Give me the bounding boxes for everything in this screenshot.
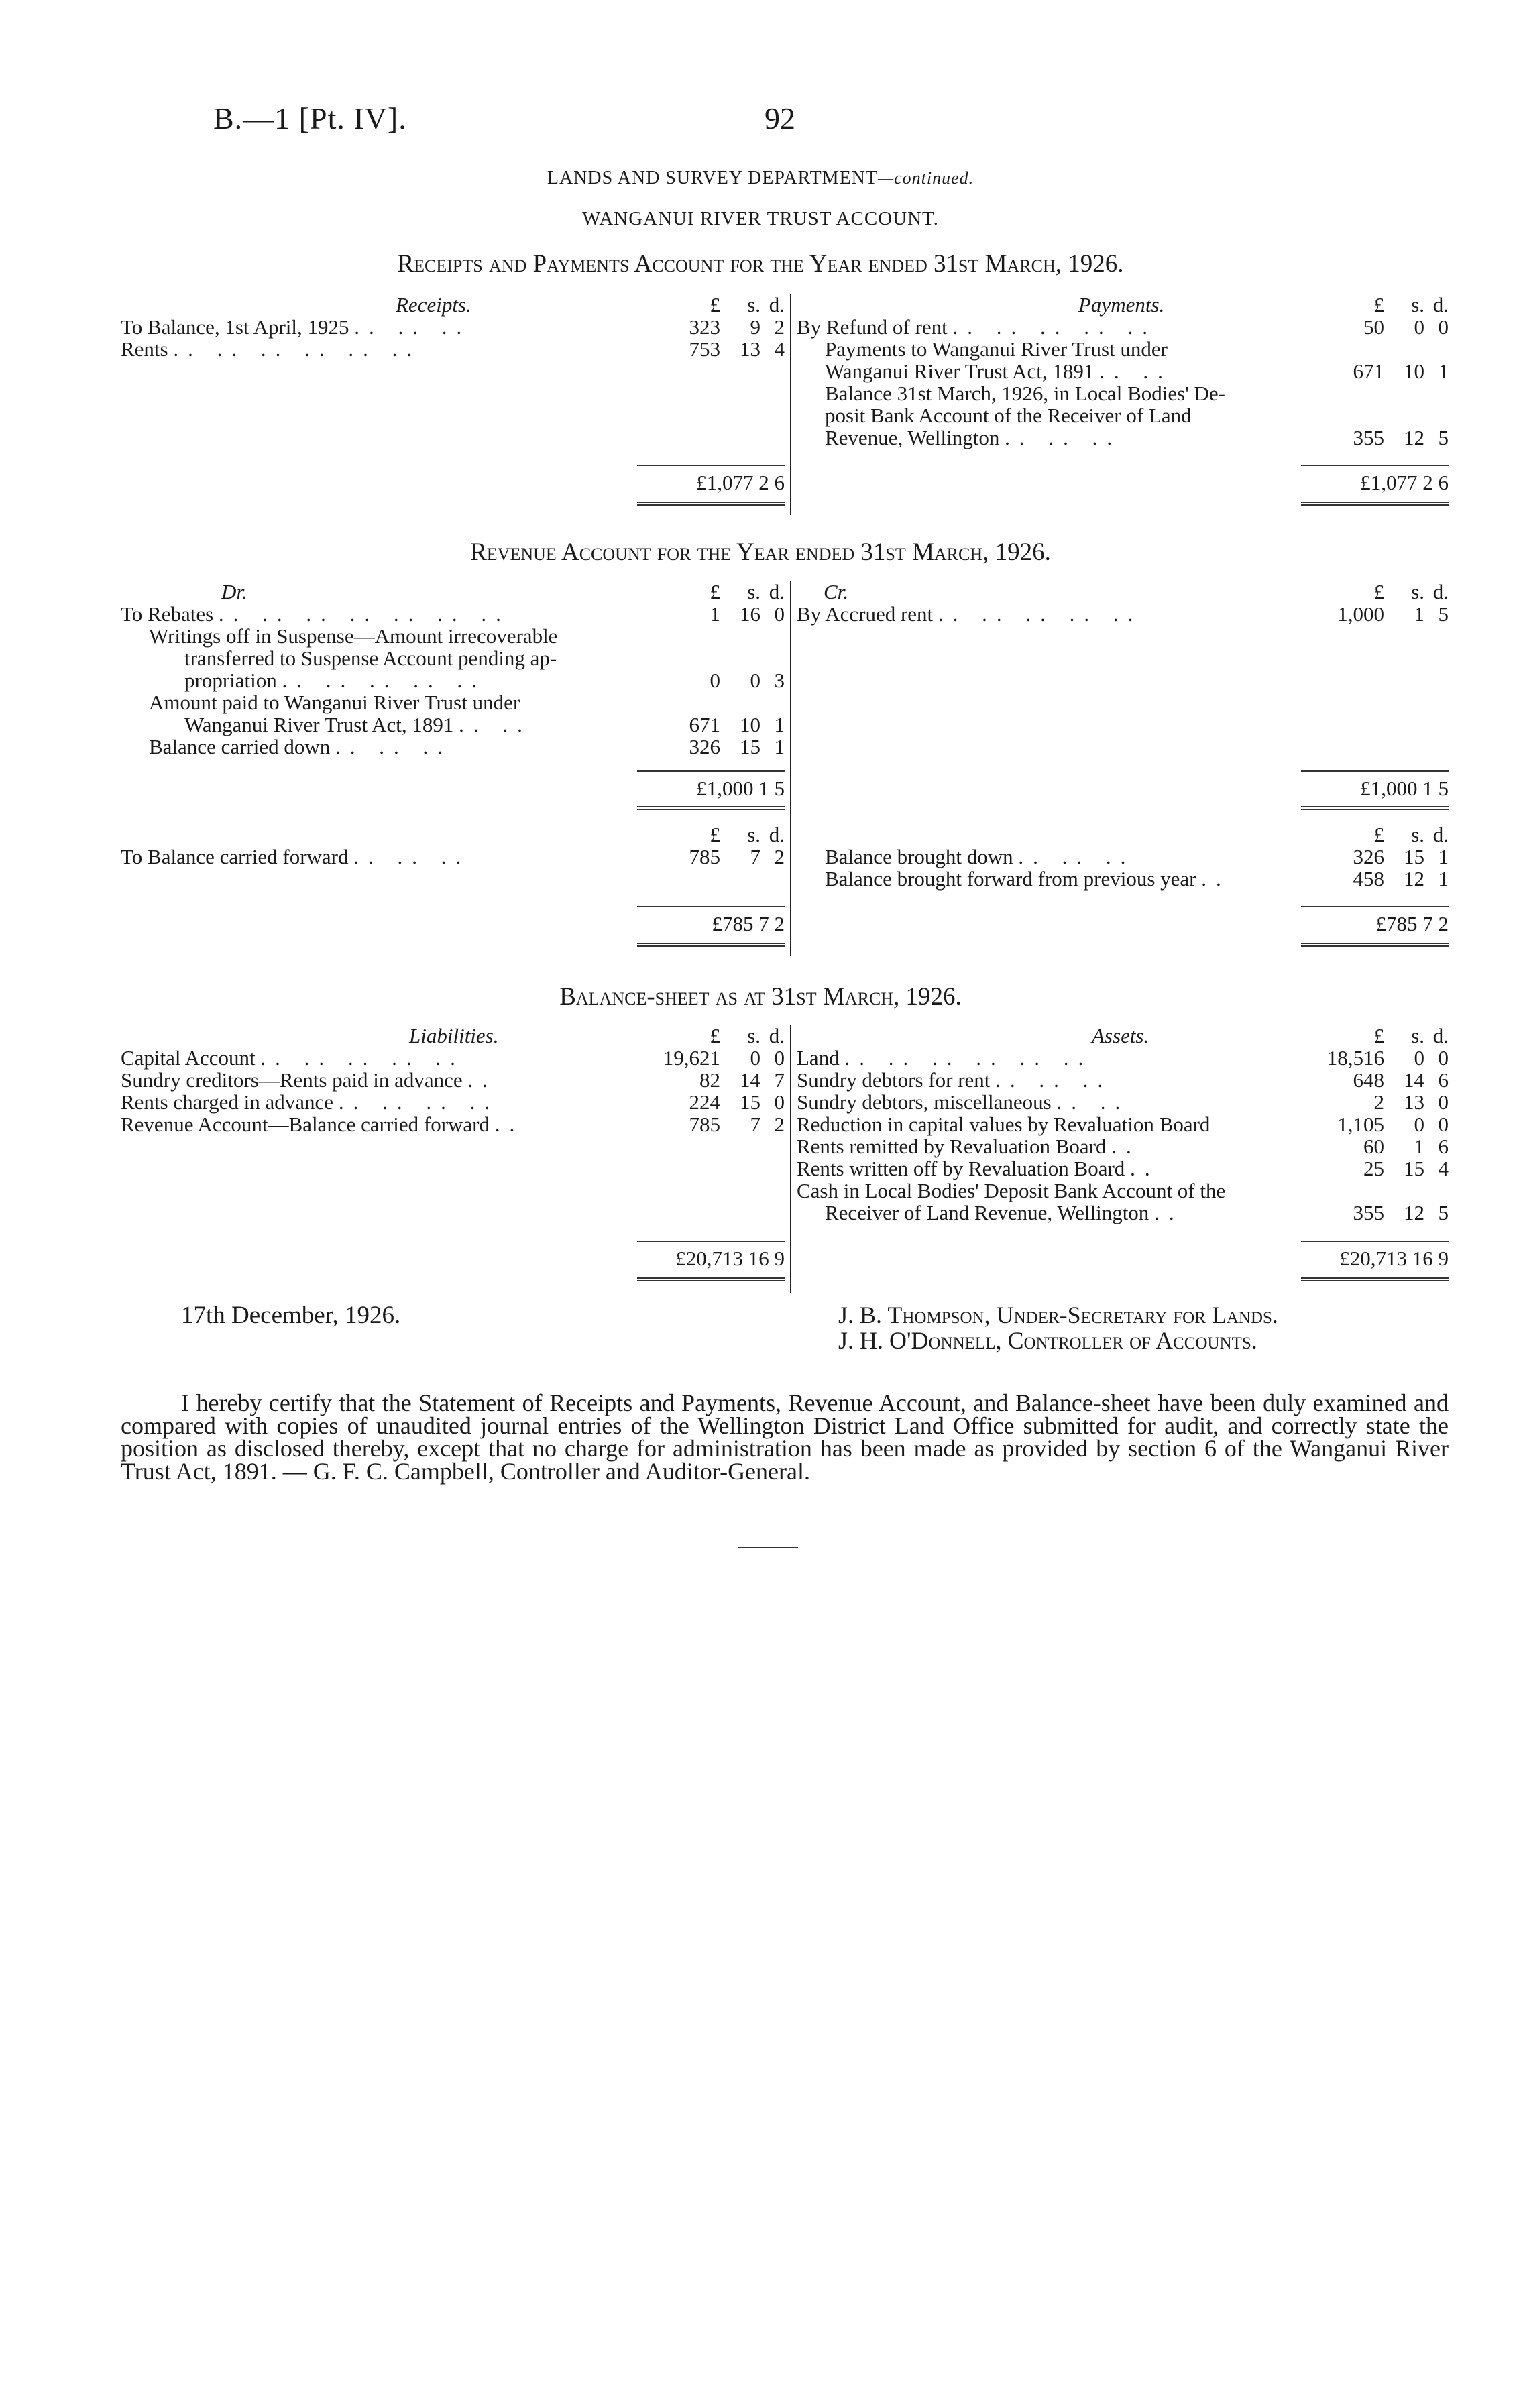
line-description: Wanganui River Trust Act, 1891 .. .. (825, 359, 1172, 383)
statement-date: 17th December, 1926. (181, 1302, 401, 1329)
statement-line (121, 316, 785, 338)
line-description: Revenue Account—Balance carried forward .. (121, 1112, 524, 1136)
dot-leader: .. .. .. .. .. (260, 1046, 465, 1070)
pence-value: 6 (1438, 1135, 1449, 1158)
line-amount (1301, 382, 1449, 404)
liabilities-caption: Liabilities. (409, 1024, 499, 1047)
liabilities-side (121, 1024, 785, 1270)
receipts-header (121, 294, 785, 316)
shillings-header: s. (747, 1024, 760, 1047)
currency-header-row (797, 823, 1449, 846)
line-amount (1301, 603, 1449, 625)
pence-header: d. (1432, 580, 1449, 604)
pence-value: 1 (774, 735, 785, 758)
dot-leader: .. .. .. .. .. .. (173, 337, 422, 361)
pence-value: 2 (774, 1112, 785, 1136)
pounds-header: £ (1373, 1024, 1384, 1047)
pounds-value: 1,000 (1337, 602, 1384, 626)
dot-leader: .. (467, 1068, 497, 1092)
line-amount (1301, 316, 1449, 338)
line-description: By Refund of rent .. .. .. .. .. (797, 315, 1157, 339)
dot-leader: .. .. .. .. .. .. (844, 1046, 1093, 1070)
statement-line (121, 1069, 785, 1091)
pounds-value: 19,621 (663, 1046, 720, 1070)
pounds-value: 671 (1353, 359, 1384, 383)
line-amount (637, 1091, 785, 1113)
line-description: Revenue, Wellington .. .. .. (825, 426, 1122, 449)
statement-line (797, 316, 1449, 338)
line-description: Capital Account .. .. .. .. .. (121, 1046, 465, 1070)
shillings-value: 12 (1404, 867, 1424, 891)
receipts-rows (121, 316, 785, 360)
credit-rows (797, 603, 1449, 625)
shillings-value: 13 (1404, 1090, 1424, 1114)
statement-line (121, 736, 785, 758)
line-description: Rents charged in advance .. .. .. .. (121, 1090, 500, 1114)
line-description: Balance brought down .. .. .. (825, 845, 1135, 868)
line-amount (637, 1047, 785, 1069)
line-amount (1301, 868, 1449, 890)
statement-line (797, 382, 1449, 404)
pounds-header: £ (710, 1024, 720, 1047)
signature-controller: J. H. O'Donnell, Controller of Accounts. (838, 1327, 1257, 1354)
line-amount (1301, 1202, 1449, 1224)
shillings-value: 7 (750, 845, 760, 868)
currency-header-row (121, 823, 785, 846)
pence-value: 3 (774, 669, 785, 692)
statement-line (797, 868, 1449, 890)
shillings-value: 0 (1414, 1112, 1424, 1136)
credit-caption: Cr. (824, 580, 849, 604)
line-amount (1301, 1135, 1449, 1157)
currency-header (637, 823, 785, 846)
statement-line (797, 603, 1449, 625)
shillings-header: s. (1411, 293, 1424, 317)
debit-side (121, 580, 785, 935)
line-description: Reduction in capital values by Revaluation Board (797, 1112, 1210, 1136)
total-rule (1301, 465, 1449, 466)
statement-line (121, 1113, 785, 1135)
revenue-account-statement (121, 581, 1449, 956)
statement-line (797, 1113, 1449, 1135)
pence-value: 2 (774, 845, 785, 868)
total-rule (637, 906, 785, 907)
shillings-header: s. (1411, 1024, 1424, 1047)
line-description: Rents written off by Revaluation Board .. (797, 1157, 1160, 1180)
line-description: Land .. .. .. .. .. .. (797, 1046, 1093, 1070)
total-rule (1301, 770, 1449, 772)
shillings-header: s. (747, 580, 760, 604)
pence-header: d. (769, 580, 785, 604)
statement-line (121, 603, 785, 625)
receipts-payments-title: Receipts and Payments Account for the Year ended 31st March, 1926. (397, 250, 1124, 278)
payments-rows (797, 316, 1449, 449)
audit-certificate: I hereby certify that the Statement of Receipts and Payments, Revenue Account, and Balance-sheet have been duly examined and compared with copies of unaudited journal entries of the Wellington District Land Office submitted for audit, and correctly state the position as disclosed thereby, except that no charge for administration has been made as provided by section 6 of the Wanganui River Trust Act, 1891. — G. F. C. Campbell, Controller and Auditor-General. (121, 1389, 1449, 1485)
dot-leader: .. .. .. (1018, 845, 1135, 868)
assets-rows (797, 1047, 1449, 1224)
statement-line (797, 404, 1449, 426)
debit-rows (121, 603, 785, 758)
pence-header: d. (769, 823, 785, 846)
pounds-header: £ (710, 823, 720, 846)
line-description: transferred to Suspense Account pending ap- (184, 646, 557, 670)
statement-line (121, 1091, 785, 1113)
receipts-caption: Receipts. (396, 293, 471, 317)
pence-value: 0 (1438, 1090, 1449, 1114)
pence-value: 0 (1438, 1112, 1449, 1136)
pounds-value: 1,105 (1337, 1112, 1384, 1136)
pounds-value: 1 (710, 602, 720, 626)
pounds-value: 25 (1363, 1157, 1384, 1180)
credit-total-2-value: £785 7 2 (1375, 912, 1449, 935)
pence-value: 2 (774, 315, 785, 339)
dot-leader: .. .. (1099, 359, 1172, 383)
line-description: To Rebates .. .. .. .. .. .. .. (121, 602, 510, 626)
statement-line (797, 338, 1449, 360)
shillings-header: s. (747, 823, 760, 846)
credit-brought-rows (797, 846, 1449, 890)
column-divider (790, 581, 791, 956)
pence-header: d. (1432, 1024, 1449, 1047)
line-description: To Balance carried forward .. .. .. (121, 845, 471, 868)
line-amount (637, 846, 785, 868)
line-amount (1301, 426, 1449, 449)
payments-side (797, 293, 1449, 494)
statement-line (797, 1180, 1449, 1202)
pence-header: d. (769, 293, 785, 317)
pence-value: 6 (1438, 1068, 1449, 1092)
total-rule (637, 1241, 785, 1242)
page-number: 92 (765, 101, 795, 135)
pence-value: 4 (774, 337, 785, 361)
line-description: Sundry debtors for rent .. .. .. (797, 1068, 1113, 1092)
dot-leader: .. .. .. (353, 845, 471, 868)
payments-caption: Payments. (1078, 293, 1165, 317)
credit-header (797, 581, 1449, 603)
shillings-value: 10 (740, 713, 760, 736)
pence-value: 4 (1438, 1157, 1449, 1180)
line-description: To Balance, 1st April, 1925 .. .. .. (121, 315, 471, 339)
pounds-header: £ (710, 293, 720, 317)
account-title: WANGANUI RIVER TRUST ACCOUNT. (582, 208, 939, 229)
assets-header (797, 1025, 1449, 1047)
shillings-value: 1 (1414, 1135, 1424, 1158)
line-description: Balance brought forward from previous year .. (825, 867, 1231, 891)
line-amount (1301, 360, 1449, 382)
pounds-value: 0 (710, 669, 720, 692)
currency-header (637, 1025, 785, 1047)
pounds-value: 2 (1373, 1090, 1384, 1114)
pounds-value: 458 (1353, 867, 1384, 891)
payments-header (797, 294, 1449, 316)
line-amount (637, 1113, 785, 1135)
line-amount (1301, 846, 1449, 868)
shillings-header: s. (747, 293, 760, 317)
currency-header (1301, 581, 1449, 603)
statement-line (121, 338, 785, 360)
revenue-account-title: Revenue Account for the Year ended 31st March, 1926. (470, 538, 1051, 566)
pence-value: 0 (774, 602, 785, 626)
statement-line (797, 1157, 1449, 1180)
assets-caption: Assets. (1092, 1024, 1149, 1047)
pounds-value: 753 (689, 337, 720, 361)
double-rule (637, 943, 785, 947)
dot-leader: .. (1111, 1135, 1141, 1158)
line-amount (637, 647, 785, 669)
line-amount (1301, 338, 1449, 360)
pounds-value: 323 (689, 315, 720, 339)
statement-line (797, 1091, 1449, 1113)
double-rule (1301, 1277, 1449, 1281)
dot-leader: .. .. (459, 713, 532, 736)
shillings-value: 12 (1404, 426, 1424, 449)
pence-value: 0 (1438, 1046, 1449, 1070)
assets-total-value: £20,713 16 9 (1339, 1247, 1449, 1270)
shillings-value: 14 (740, 1068, 760, 1092)
dot-leader: .. (1201, 867, 1231, 891)
total-rule (1301, 1241, 1449, 1242)
dot-leader: .. .. .. .. (338, 1090, 500, 1114)
pence-value: 0 (1438, 315, 1449, 339)
statement-line (797, 360, 1449, 382)
pounds-value: 224 (689, 1090, 720, 1114)
shillings-value: 0 (1414, 1046, 1424, 1070)
line-amount (637, 713, 785, 736)
dot-leader: .. .. .. (995, 1068, 1113, 1092)
pence-header: d. (1432, 293, 1449, 317)
shillings-value: 12 (1404, 1201, 1424, 1224)
total-rule (1301, 906, 1449, 907)
double-rule (1301, 943, 1449, 947)
shillings-value: 15 (740, 735, 760, 758)
shillings-value: 9 (750, 315, 760, 339)
pounds-value: 326 (1353, 845, 1384, 868)
statement-line (797, 426, 1449, 449)
shillings-header: s. (1411, 823, 1424, 846)
line-amount (1301, 1047, 1449, 1069)
pence-header: d. (769, 1024, 785, 1047)
signature-under-secretary: J. B. Thompson, Under-Secretary for Lands. (838, 1302, 1278, 1328)
shillings-value: 10 (1404, 359, 1424, 383)
dot-leader: .. .. .. (354, 315, 471, 339)
line-description: Writings off in Suspense—Amount irrecoverable (149, 624, 558, 648)
dot-leader: .. (494, 1112, 524, 1136)
line-amount (637, 691, 785, 713)
shillings-value: 1 (1414, 602, 1424, 626)
pence-value: 5 (1438, 602, 1449, 626)
currency-header (1301, 823, 1449, 846)
pence-value: 0 (774, 1046, 785, 1070)
line-description: Sundry debtors, miscellaneous .. .. (797, 1090, 1130, 1114)
receipts-total-value: £1,077 2 6 (696, 471, 785, 494)
statement-line (797, 1202, 1449, 1224)
statement-line (121, 1047, 785, 1069)
statement-line (121, 846, 785, 868)
pounds-value: 326 (689, 735, 720, 758)
double-rule (637, 1277, 785, 1281)
pence-value: 5 (1438, 426, 1449, 449)
debit-caption: Dr. (221, 580, 247, 604)
balance-sheet-statement (121, 1025, 1449, 1293)
shillings-value: 14 (1404, 1068, 1424, 1092)
pounds-value: 355 (1353, 426, 1384, 449)
currency-header (1301, 1025, 1449, 1047)
debit-header (121, 581, 785, 603)
pounds-value: 82 (699, 1068, 720, 1092)
double-rule (1301, 806, 1449, 810)
department-name: LANDS AND SURVEY DEPARTMENT (547, 168, 878, 188)
department-continued: —continued. (878, 168, 974, 188)
credit-side (797, 580, 1449, 935)
line-description: Balance 31st March, 1926, in Local Bodies' De- (825, 382, 1226, 405)
statement-line (121, 625, 785, 647)
pounds-value: 785 (689, 845, 720, 868)
line-amount (1301, 1157, 1449, 1180)
shillings-value: 0 (750, 1046, 760, 1070)
pounds-value: 18,516 (1327, 1046, 1384, 1070)
line-description: Rents .. .. .. .. .. .. (121, 337, 422, 361)
pence-value: 1 (774, 713, 785, 736)
line-description: propriation .. .. .. .. .. (184, 669, 486, 692)
line-description: Rents remitted by Revaluation Board .. (797, 1135, 1141, 1158)
line-description: By Accrued rent .. .. .. .. .. (797, 602, 1143, 626)
line-amount (637, 625, 785, 647)
statement-line (797, 1047, 1449, 1069)
assets-side (797, 1024, 1449, 1270)
pounds-header: £ (1373, 580, 1384, 604)
shillings-header: s. (1411, 580, 1424, 604)
end-rule (738, 1547, 798, 1548)
dot-leader: .. .. .. (335, 735, 453, 758)
line-amount (637, 316, 785, 338)
pence-value: 1 (1438, 359, 1449, 383)
pence-value: 1 (1438, 867, 1449, 891)
shillings-value: 13 (740, 337, 760, 361)
liabilities-header (121, 1025, 785, 1047)
currency-header (637, 581, 785, 603)
line-description: Cash in Local Bodies' Deposit Bank Account of the (797, 1179, 1226, 1202)
line-description: Receiver of Land Revenue, Wellington .. (825, 1201, 1184, 1224)
dot-leader: .. (1154, 1201, 1184, 1224)
line-amount (1301, 1091, 1449, 1113)
line-description: posit Bank Account of the Receiver of Land (825, 404, 1192, 427)
currency-header (637, 294, 785, 316)
currency-header (1301, 294, 1449, 316)
pounds-value: 671 (689, 713, 720, 736)
double-rule (1301, 502, 1449, 506)
dot-leader: .. (1130, 1157, 1160, 1180)
debit-total-2-value: £785 7 2 (712, 912, 785, 935)
receipts-payments-statement (121, 294, 1449, 515)
debit-carried-section (121, 823, 785, 868)
dot-leader: .. .. .. .. .. .. .. (218, 602, 510, 626)
line-description: Amount paid to Wanganui River Trust under (149, 691, 520, 714)
double-rule (637, 502, 785, 506)
pence-value: 1 (1438, 845, 1449, 868)
shillings-value: 0 (750, 669, 760, 692)
dot-leader: .. .. .. .. .. (952, 315, 1157, 339)
pounds-header: £ (1373, 293, 1384, 317)
line-description: Sundry creditors—Rents paid in advance .. (121, 1068, 497, 1092)
line-amount (637, 603, 785, 625)
statement-line (121, 713, 785, 736)
line-amount (637, 736, 785, 758)
total-rule (637, 770, 785, 772)
shillings-value: 7 (750, 1112, 760, 1136)
pence-value: 0 (774, 1090, 785, 1114)
pence-value: 7 (774, 1068, 785, 1092)
line-amount (1301, 1069, 1449, 1091)
liabilities-total-value: £20,713 16 9 (675, 1247, 785, 1270)
line-amount (637, 669, 785, 691)
statement-line (797, 846, 1449, 868)
statement-line (121, 691, 785, 713)
liabilities-rows (121, 1047, 785, 1135)
line-description: Wanganui River Trust Act, 1891 .. .. (184, 713, 532, 736)
pounds-value: 355 (1353, 1201, 1384, 1224)
shillings-value: 0 (1414, 315, 1424, 339)
line-amount (637, 1069, 785, 1091)
shillings-value: 15 (1404, 845, 1424, 868)
line-amount (1301, 404, 1449, 426)
line-description: Balance carried down .. .. .. (149, 735, 453, 758)
dot-leader: .. .. .. .. .. (282, 669, 486, 692)
pounds-value: 648 (1353, 1068, 1384, 1092)
statement-line (121, 669, 785, 691)
double-rule (637, 806, 785, 810)
statement-line (797, 1069, 1449, 1091)
credit-brought-section (797, 823, 1449, 890)
dot-leader: .. .. .. .. .. (938, 602, 1143, 626)
pounds-value: 60 (1363, 1135, 1384, 1158)
shillings-value: 15 (740, 1090, 760, 1114)
receipts-side (121, 293, 785, 494)
pounds-header: £ (710, 580, 720, 604)
pounds-value: 785 (689, 1112, 720, 1136)
shillings-value: 16 (740, 602, 760, 626)
dot-leader: .. .. (1056, 1090, 1130, 1114)
pence-header: d. (1432, 823, 1449, 846)
balance-sheet-title: Balance-sheet as at 31st March, 1926. (559, 983, 962, 1011)
report-reference: B.—1 [Pt. IV]. (213, 101, 407, 135)
column-divider (790, 1025, 791, 1293)
line-amount (1301, 1113, 1449, 1135)
pounds-value: 50 (1363, 315, 1384, 339)
line-amount (1301, 1180, 1449, 1202)
line-amount (637, 338, 785, 360)
department-heading (0, 168, 1521, 189)
statement-line (121, 647, 785, 669)
statement-line (797, 1135, 1449, 1157)
debit-carried-rows (121, 846, 785, 868)
debit-total-value: £1,000 1 5 (696, 777, 785, 800)
payments-total-value: £1,077 2 6 (1360, 471, 1449, 494)
line-description: Payments to Wanganui River Trust under (825, 337, 1168, 361)
shillings-value: 15 (1404, 1157, 1424, 1180)
dot-leader: .. .. .. (1005, 426, 1122, 449)
pence-value: 5 (1438, 1201, 1449, 1224)
pounds-header: £ (1373, 823, 1384, 846)
column-divider (790, 294, 791, 515)
total-rule (637, 465, 785, 466)
credit-total-value: £1,000 1 5 (1360, 777, 1449, 800)
